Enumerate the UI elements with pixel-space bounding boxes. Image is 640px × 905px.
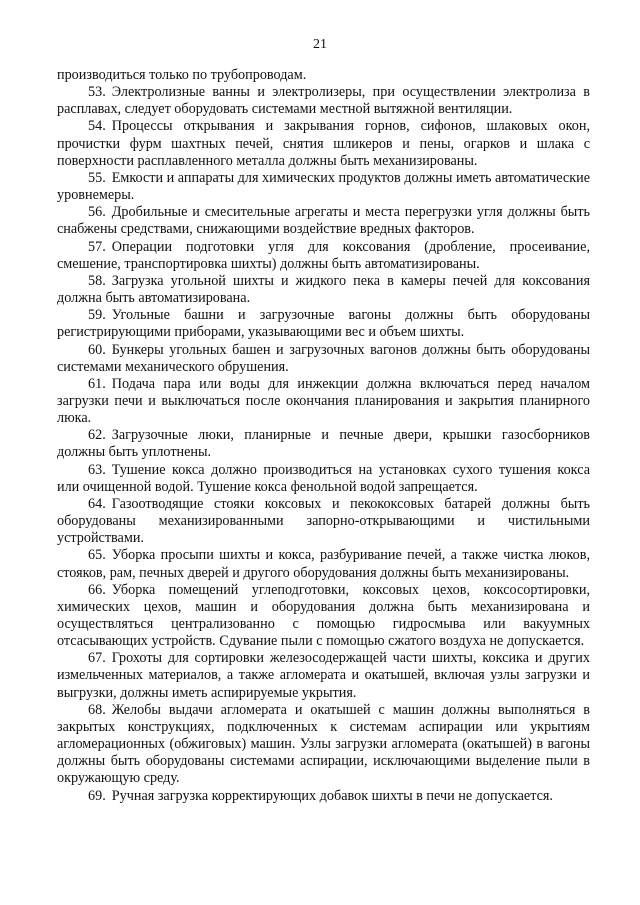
clause-number: 61.: [88, 375, 106, 392]
clause-number: 64.: [88, 495, 106, 512]
clause-number: 65.: [88, 547, 106, 564]
clause-number: 54.: [88, 118, 106, 135]
clause-55: [57, 170, 590, 204]
clause-text: Дробильные и смесительные агрегаты и места перегрузки угля должны быть снабжены средствами, снижающими воздействие вредных факторов.: [57, 204, 590, 238]
clause-text: Тушение кокса должно производиться на установках сухого тушения кокса или очищенной водой. Тушение кокса фенольной водой запрещается.: [57, 461, 590, 495]
clause-text: Уборка помещений углеподготовки, коксовых цехов, коксосортировки, химических цехов, машин и оборудования должна быть механизирована и осуществляться централизованно с помощью гидросмыва или вакуумных отсасывающих устройств. Сдувание пыли с помощью сжатого воздуха не допускается.: [57, 581, 590, 650]
clause-number: 58.: [88, 272, 106, 289]
clause-text: Ручная загрузка корректирующих добавок шихты в печи не допускается.: [111, 787, 553, 804]
clause-62: [57, 427, 590, 461]
page-number: 21: [313, 37, 327, 52]
clause-60: [57, 342, 590, 376]
clause-number: 55.: [88, 169, 106, 186]
clause-number: 69.: [88, 787, 106, 804]
clause-number: 67.: [88, 650, 106, 667]
clause-65: [57, 547, 590, 581]
clause-58: [57, 273, 590, 307]
clause-68: [57, 702, 590, 788]
clause-number: 62.: [88, 427, 106, 444]
clause-text: Уборка просыпи шихты и кокса, разбуривание печей, а также чистка люков, стояков, рам, печных дверей и другого оборудования должны быть механизированы.: [57, 547, 590, 581]
clause-text: Грохоты для сортировки железосодержащей части шихты, коксика и других измельченных материалов, а также агломерата и окатышей, включая узлы загрузки и выгрузки, должны иметь аспирируемые укрытия.: [57, 650, 590, 701]
clause-number: 66.: [88, 581, 106, 598]
clause-64: [57, 496, 590, 547]
document-body: [57, 67, 590, 805]
clause-number: 60.: [88, 341, 106, 358]
clause-text: Газоотводящие стояки коксовых и пекококсовых батарей должны быть оборудованы механизированными запорно-открывающими и чистильными устройствами.: [57, 495, 590, 547]
clause-text: Операции подготовки угля для коксования (дробление, просеивание, смешение, транспортировка шихты) должны быть автоматизированы.: [57, 238, 590, 272]
clause-66: [57, 582, 590, 651]
clause-number: 56.: [88, 204, 106, 221]
clause-63: [57, 462, 590, 496]
clause-59: [57, 307, 590, 341]
clause-text: Загрузка угольной шихты и жидкого пека в камеры печей для коксования должна быть автоматизирована.: [57, 272, 590, 307]
paragraph-text: производиться только по трубопроводам.: [57, 67, 307, 83]
clause-number: 63.: [88, 461, 106, 478]
clause-text: Угольные башни и загрузочные вагоны должны быть оборудованы регистрирующими приборами, указывающими вес и объем шихты.: [57, 307, 590, 341]
clause-number: 57.: [88, 238, 106, 255]
clause-text: Процессы открывания и закрывания горнов, сифонов, шлаковых окон, прочистки фурм шахтных печей, снятия шликеров и пены, огарков и шлака с поверхности расплавленного металла должны быть механизированы.: [57, 118, 590, 169]
clause-text: Бункеры угольных башен и загрузочных вагонов должны быть оборудованы системами механического обрушения.: [57, 341, 590, 375]
clause-text: Подача пара или воды для инжекции должна включаться перед началом загрузки печи и выключаться после окончания планирования и закрытия планирного люка.: [57, 375, 590, 427]
clause-number: 68.: [88, 701, 106, 718]
clause-56: [57, 204, 590, 238]
clause-67: [57, 650, 590, 701]
paragraph-continuation: [57, 67, 590, 84]
clause-number: 53.: [88, 84, 106, 101]
clause-54: [57, 118, 590, 169]
clause-57: [57, 239, 590, 273]
clause-number: 59.: [88, 307, 106, 324]
clause-61: [57, 376, 590, 427]
clause-text: Загрузочные люки, планирные и печные двери, крышки газосборников должны быть уплотнены.: [57, 427, 590, 461]
clause-text: Емкости и аппараты для химических продуктов должны иметь автоматические уровнемеры.: [57, 169, 590, 204]
clause-text: Желобы выдачи агломерата и окатышей с машин должны выполняться в закрытых конструкциях, подключенных к системам аспирации или укрытиям агломерационных (обжиговых) машин. Узлы загрузки агломерата (окатышей) в вагоны должны быть оборудованы системами аспирации, исключающими выделение пыли в окружающую среду.: [57, 701, 590, 787]
clause-text: Электролизные ванны и электролизеры, при осуществлении электролиза в расплавах, следует оборудовать системами местной вытяжной вентиляции.: [57, 84, 590, 118]
clause-69: [57, 788, 590, 805]
clause-53: [57, 84, 590, 118]
